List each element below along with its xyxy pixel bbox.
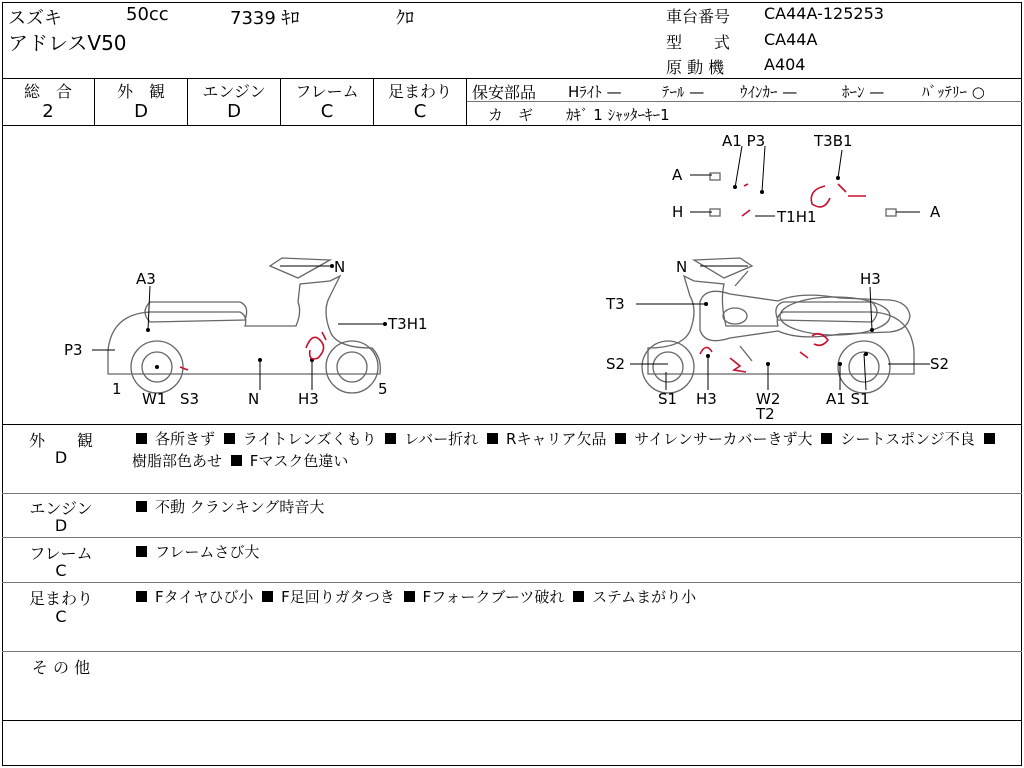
remark-frame-grade: C — [55, 561, 67, 580]
bullet-square-icon — [821, 433, 832, 444]
grade-suspension-value: C — [413, 101, 427, 122]
color: ｸﾛ — [396, 8, 414, 29]
label-w2: W2 — [756, 390, 781, 408]
grade-overall-value: 2 — [42, 101, 54, 122]
remark-exterior-label: 外 観 — [28, 431, 93, 450]
damage-marks — [180, 184, 866, 372]
label-t3: T3 — [606, 295, 625, 313]
safety-horn: ﾎｰﾝ — — [842, 83, 885, 101]
grade-frame-label: フレーム — [295, 82, 359, 101]
remark-item: ライトレンズくもり — [242, 430, 377, 448]
safety-battery: ﾊﾞｯﾃﾘｰ ○ — [922, 83, 985, 101]
safety-headlight: Hﾗｲﾄ — — [568, 83, 622, 101]
engine-value: A404 — [764, 55, 806, 74]
displacement: 50cc — [126, 4, 169, 25]
type-label: 型 式 — [666, 33, 731, 52]
scooter-diagram — [0, 126, 1024, 424]
remark-item: 樹脂部色あせ — [132, 452, 223, 470]
label-h3-left: H3 — [298, 390, 319, 408]
remark-item: Fマスク色違い — [249, 452, 349, 470]
label-p3: P3 — [64, 341, 83, 359]
safety-label: 保安部品 — [472, 83, 537, 102]
bullet-square-icon — [136, 546, 147, 557]
label-n-left: N — [334, 258, 346, 276]
remark-item: レバー折れ — [404, 430, 479, 448]
label-5: 5 — [378, 380, 388, 398]
label-h3-right: H3 — [696, 390, 717, 408]
label-t3b1: T3B1 — [814, 132, 853, 150]
maker: スズキ — [8, 8, 62, 29]
label-h3-top: H3 — [860, 270, 881, 288]
engine-label: 原 動 機 — [666, 58, 725, 77]
bullet-square-icon — [404, 591, 415, 602]
remark-item: Fタイヤひび小 — [155, 588, 254, 606]
label-t1h1: T1H1 — [777, 208, 817, 226]
grade-engine-value: D — [227, 101, 241, 122]
remark-suspension-items — [132, 586, 1012, 608]
remark-item: サイレンサーカバーきず大 — [634, 430, 813, 448]
bullet-square-icon — [573, 591, 584, 602]
label-w1: W1 — [142, 390, 167, 408]
label-s2-right: S2 — [930, 355, 950, 373]
remark-suspension-label: 足まわり — [28, 589, 93, 608]
bullet-square-icon — [262, 591, 273, 602]
type-value: CA44A — [764, 30, 818, 49]
remark-item: 不動 クランキング時音大 — [155, 498, 325, 516]
label-h: H — [672, 203, 684, 221]
grade-exterior-value: D — [134, 101, 148, 122]
safety-tail: ﾃｰﾙ — — [662, 83, 705, 101]
remark-item: ステムまがり小 — [592, 588, 697, 606]
label-s3: S3 — [180, 390, 200, 408]
safety-winker: ｳｲﾝｶｰ — — [740, 83, 798, 101]
bullet-square-icon — [136, 591, 147, 602]
remark-frame-label: フレーム — [29, 544, 93, 563]
key-value: ｶｷﾞ 1 ｼｬｯﾀｰｷｰ1 — [566, 106, 670, 124]
remark-engine-items — [132, 496, 1012, 518]
key-label: カ ギ — [488, 106, 534, 124]
grade-frame-value: C — [320, 101, 334, 122]
mileage: 7339 ｷﾛ — [230, 8, 300, 29]
grade-overall-label: 総 合 — [23, 82, 72, 101]
grade-engine-label: エンジン — [202, 82, 266, 101]
bullet-square-icon — [385, 433, 396, 444]
label-t2: T2 — [756, 405, 775, 423]
remark-engine-label: エンジン — [29, 499, 93, 518]
remark-other-label: そ の 他 — [31, 658, 91, 677]
remark-engine-grade: D — [54, 516, 68, 535]
bullet-square-icon — [984, 433, 995, 444]
label-s2-left: S2 — [606, 355, 626, 373]
top-view-scooter — [700, 173, 910, 361]
bullet-square-icon — [136, 501, 147, 512]
label-1: 1 — [112, 380, 122, 398]
bullet-square-icon — [136, 433, 147, 444]
bullet-square-icon — [231, 455, 242, 466]
remark-frame-items — [132, 541, 1012, 563]
remark-exterior-grade: D — [54, 448, 68, 467]
label-a3: A3 — [136, 270, 156, 288]
bullet-square-icon — [615, 433, 626, 444]
remark-item: F足回りガタつき — [281, 588, 395, 606]
model-name: アドレスV50 — [8, 31, 127, 55]
remark-item: Rキャリア欠品 — [506, 430, 607, 448]
remark-exterior-items — [132, 428, 1012, 472]
label-a1-s1: A1 S1 — [826, 390, 870, 408]
label-a1-p3: A1 P3 — [722, 132, 766, 150]
grade-exterior-label: 外 観 — [116, 82, 165, 101]
label-n-right: N — [676, 258, 688, 276]
label-t3h1: T3H1 — [388, 315, 428, 333]
remark-item: フレームさび大 — [155, 543, 260, 561]
bullet-square-icon — [487, 433, 498, 444]
label-n-bottom: N — [248, 390, 260, 408]
label-a-rear: A — [930, 203, 941, 221]
label-s1: S1 — [658, 390, 678, 408]
remark-item: シートスポンジ不良 — [840, 430, 975, 448]
chassis-value: CA44A-125253 — [764, 4, 884, 23]
remark-suspension-grade: C — [55, 607, 67, 626]
remark-item: Fフォークブーツ破れ — [422, 588, 565, 606]
bullet-square-icon — [224, 433, 235, 444]
chassis-label: 車台番号 — [666, 7, 731, 26]
grade-suspension-label: 足まわり — [387, 82, 452, 101]
remark-item: 各所きず — [155, 430, 216, 448]
label-a-front: A — [672, 166, 683, 184]
